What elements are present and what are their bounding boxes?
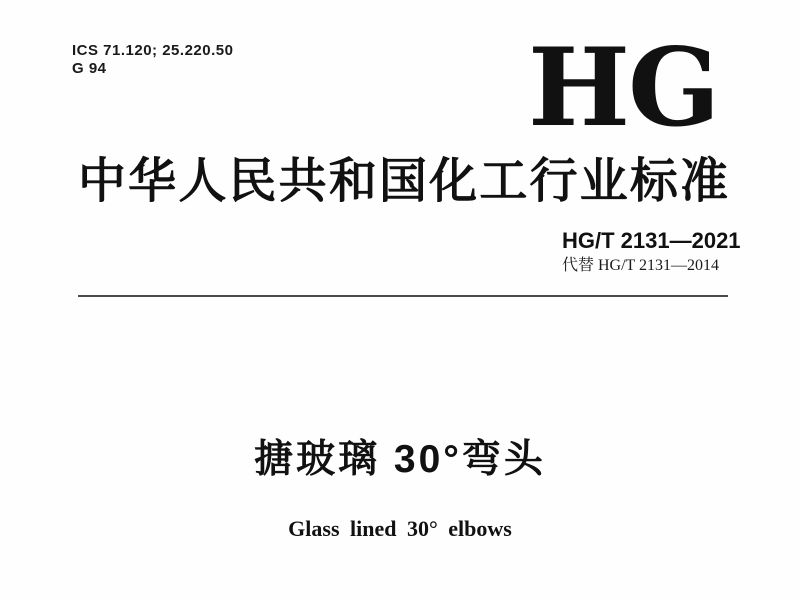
ics-classification-block <box>72 42 233 78</box>
hg-logo: HG <box>528 25 719 151</box>
classification-code: G 94 <box>72 60 107 77</box>
divider-line <box>78 295 728 297</box>
replaced-standard-note: 代替 HG/T 2131—2014 <box>562 257 720 274</box>
standard-number-block <box>562 229 741 275</box>
standard-number: HG/T 2131—2021 <box>562 228 741 253</box>
document-title-chinese: 搪玻璃 30°弯头 <box>254 438 546 481</box>
document-title-english: Glass lined 30° elbows <box>288 516 512 541</box>
standard-category-title: 中华人民共和国化工行业标准 <box>78 153 728 209</box>
ics-code: ICS 71.120; 25.220.50 <box>72 42 234 59</box>
